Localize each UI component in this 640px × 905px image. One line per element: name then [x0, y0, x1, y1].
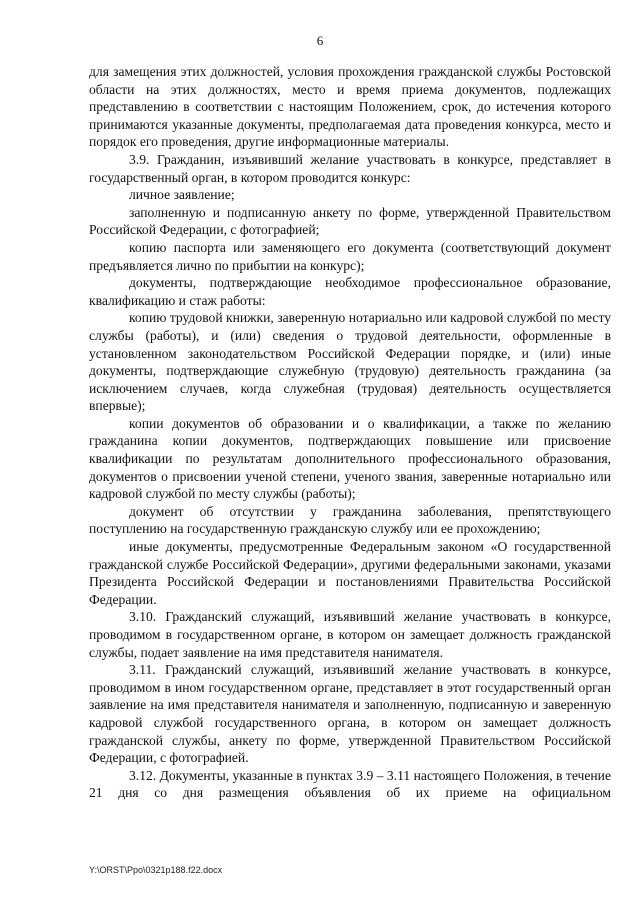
- list-item-application: личное заявление;: [129, 187, 235, 203]
- list-item-work-record: копию трудовой книжки, заверенную нотариально или кадровой службой по месту службы (работы), и (или) сведения о трудовой деятельности, оформленные в установленном законодательством Российской Федерации порядке, и (или) иные документы, подтверждающие служебную (трудовую) деятельность гражданина (за исключением случаев, когда служебная (трудовая) деятельность осуществляется впервые);: [89, 310, 611, 414]
- list-item-education-copies: копии документов об образовании и о квалификации, а также по желанию гражданина копии документов, подтверждающих повышение или присвоение квалификации по результатам дополнительного профессионального образования, документов о присвоении ученой степени, ученого звания, заверенные нотариально или кадровой службой по месту службы (работы);: [89, 415, 611, 502]
- paragraph-3-9: 3.9. Гражданин, изъявивший желание участвовать в конкурсе, представляет в государственный орган, в котором проводится конкурс:: [89, 151, 611, 185]
- document-body: [89, 63, 611, 802]
- list-item-medical-document: документ об отсутствии у гражданина заболевания, препятствующего поступлению на государственную гражданскую службу или ее прохождению;: [89, 503, 611, 537]
- list-item-education-documents: документы, подтверждающие необходимое профессиональное образование, квалификацию и стаж работы:: [89, 275, 611, 308]
- paragraph-3-12: 3.12. Документы, указанные в пунктах 3.9 – 3.11 настоящего Положения, в течение 21 дня со дня размещения объявления об их приеме на официальном: [89, 767, 611, 801]
- file-path-footer: Y:\ORST\Ppo\0321p188.f22.docx: [89, 865, 223, 875]
- paragraph-3-11: 3.11. Гражданский служащий, изъявивший желание участвовать в конкурсе, проводимом в ином государственном органе, представляет в этот государственный орган заявление на имя представителя нанимателя и заполненную, подписанную и заверенную кадровой службой государственного органа, в котором он замещает должность гражданской службы, анкету по форме, утвержденной Правительством Российской Федерации, с фотографией.: [89, 662, 611, 766]
- paragraph-3-10: 3.10. Гражданский служащий, изъявивший желание участвовать в конкурсе, проводимом в государственном органе, в котором он замещает должность гражданской службы, подает заявление на имя представителя нанимателя.: [89, 609, 611, 660]
- paragraph-continuation: для замещения этих должностей, условия прохождения гражданской службы Ростовской области на этих должностях, место и время приема документов, подлежащих представлению в соответствии с настоящим Положением, срок, до истечения которого принимаются указанные документы, предполагаемая дата проведения конкурса, место и порядок его проведения, другие информационные материалы.: [89, 64, 611, 150]
- list-item-passport: копию паспорта или заменяющего его документа (соответствующий документ предъявляется лично по прибытии на конкурс);: [89, 239, 611, 273]
- page-number: 6: [316, 33, 324, 48]
- list-item-questionnaire: заполненную и подписанную анкету по форме, утвержденной Правительством Российской Федерации, с фотографией;: [89, 204, 611, 238]
- list-item-other-documents: иные документы, предусмотренные Федеральным законом «О государственной гражданской службе Российской Федерации», другими федеральными законами, указами Президента Российской Федерации и постановлениями Правительства Российской Федерации.: [89, 539, 611, 607]
